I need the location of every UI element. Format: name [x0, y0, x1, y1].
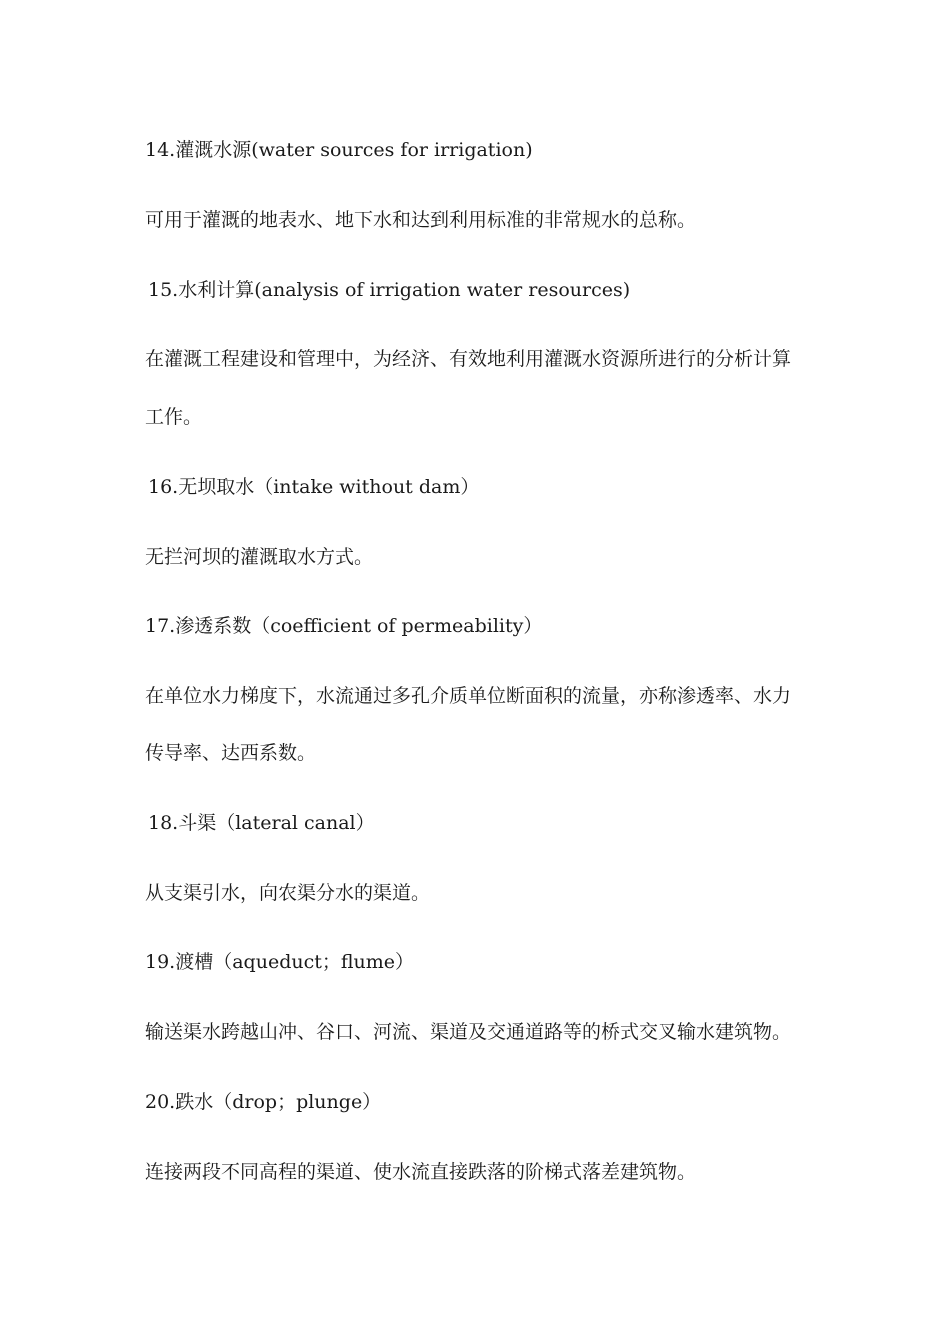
entry-18-heading: 18.斗渠（lateral canal）	[148, 812, 375, 834]
entry-16-heading: 16.无坝取水（intake without dam）	[148, 476, 480, 498]
entry-17-definition-line-1: 在单位水力梯度下，水流通过多孔介质单位断面积的流量，亦称渗透率、水力	[145, 685, 792, 707]
entry-16-definition: 无拦河坝的灌溉取水方式。	[145, 546, 374, 568]
entry-17-heading: 17.渗透系数（coefficient of permeability）	[145, 615, 543, 637]
entry-14-definition: 可用于灌溉的地表水、地下水和达到利用标准的非常规水的总称。	[145, 209, 697, 231]
entry-18-definition: 从支渠引水，向农渠分水的渠道。	[145, 882, 431, 904]
entry-20-heading: 20.跌水（drop；plunge）	[145, 1091, 382, 1113]
entry-20-definition: 连接两段不同高程的渠道、使水流直接跌落的阶梯式落差建筑物。	[145, 1161, 697, 1183]
entry-14-heading: 14.灌溉水源(water sources for irrigation)	[145, 139, 533, 161]
entry-15-heading: 15.水利计算(analysis of irrigation water resources)	[148, 279, 631, 301]
entry-15-definition-line-2: 工作。	[145, 406, 203, 428]
entry-17-definition-line-2: 传导率、达西系数。	[145, 742, 317, 764]
entry-15-definition-line-1: 在灌溉工程建设和管理中，为经济、有效地利用灌溉水资源所进行的分析计算	[145, 348, 792, 370]
entry-19-definition: 输送渠水跨越山冲、谷口、河流、渠道及交通道路等的桥式交叉输水建筑物。	[145, 1021, 792, 1043]
entry-19-heading: 19.渡槽（aqueduct；flume）	[145, 951, 415, 973]
